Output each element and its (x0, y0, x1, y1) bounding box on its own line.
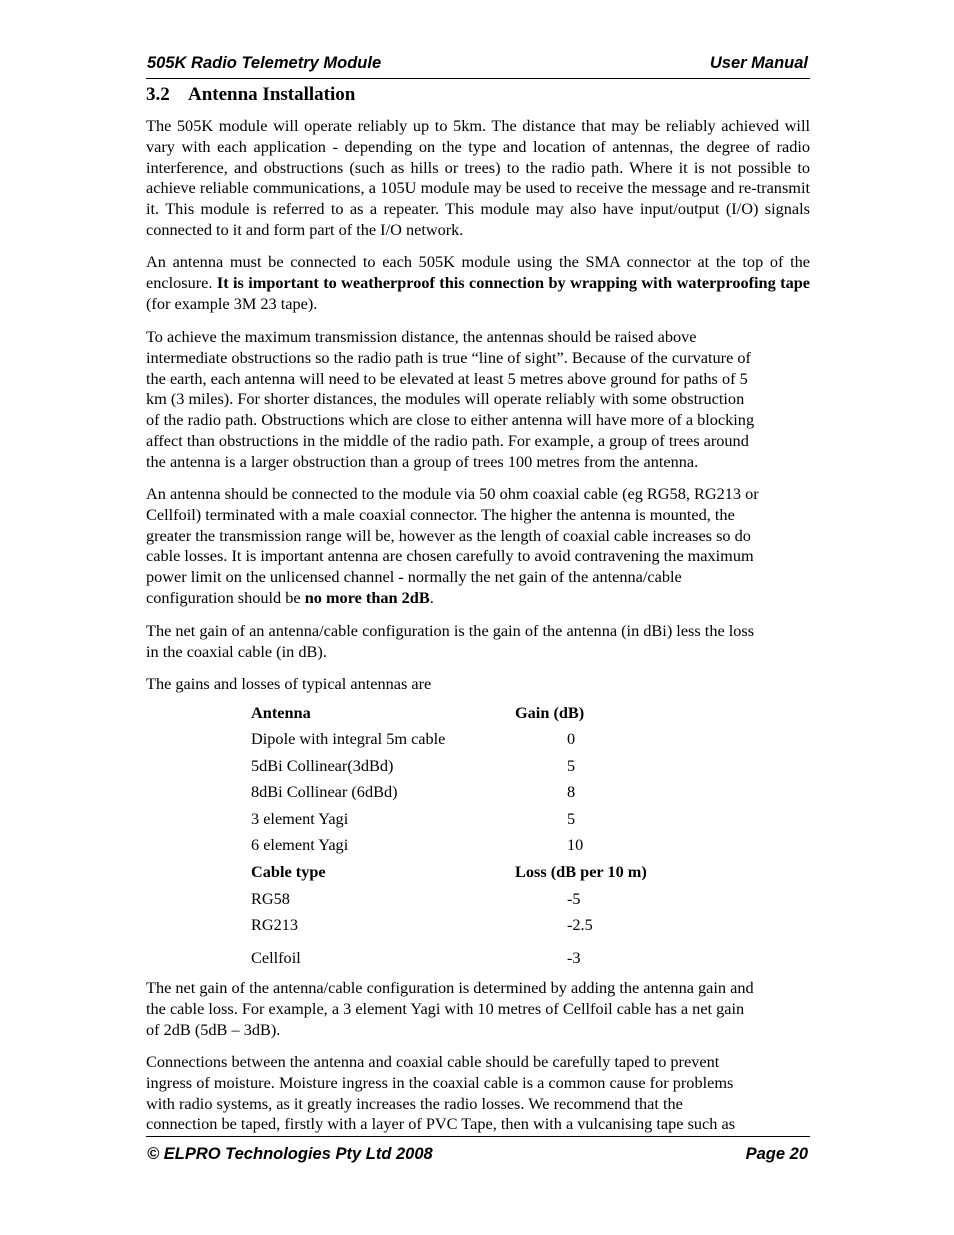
table-cell-value: 8 (567, 782, 576, 801)
text-line: Connections between the antenna and coaxial cable should be carefully taped to prevent (146, 1052, 720, 1071)
table-row (251, 809, 671, 831)
p4-tail: . (429, 587, 434, 607)
text-line: An antenna should be connected to the module via 50 ohm coaxial cable (eg RG58, RG213 or (146, 484, 759, 503)
text-line: To achieve the maximum transmission distance, the antennas should be raised above (146, 327, 697, 346)
table-cell-label: Cable type (251, 862, 326, 881)
text-line: connection be taped, firstly with a layer of PVC Tape, then with a vulcanising tape such as (146, 1114, 736, 1134)
table-cell-label: 3 element Yagi (251, 809, 349, 828)
text-line: ingress of moisture. Moisture ingress in the coaxial cable is a common cause for problems (146, 1072, 734, 1092)
text-line: power limit on the unlicensed channel - normally the net gain of the antenna/cable (146, 567, 682, 587)
text-line: greater the transmission range will be, however as the length of coaxial cable increases so do (146, 525, 751, 545)
text-line: The net gain of an antenna/cable configuration is the gain of the antenna (in dBi) less the loss (146, 621, 755, 640)
text-line: of 2dB (5dB – 3dB). (146, 1019, 281, 1039)
table-cell-value: Loss (dB per 10 m) (515, 862, 647, 881)
table-cell-value: 5 (567, 756, 576, 775)
footer-page-number: Page 20 (745, 1145, 808, 1163)
p2-text: An antenna must be connected to each 505K module using the SMA connector at the top of the enclosure. (146, 252, 810, 292)
section-number: 3.2 (146, 84, 170, 105)
table-header-row (251, 862, 671, 884)
table-cell-value: 0 (567, 729, 576, 748)
text-line: km (3 miles). For shorter distances, the modules will operate reliably with some obstruction (146, 389, 745, 409)
text-line: Cellfoil) terminated with a male coaxial connector. The higher the antenna is mounted, the (146, 504, 735, 524)
table-cell-label: RG213 (251, 915, 299, 934)
table-row (251, 729, 671, 751)
paragraph-line-of-sight (146, 327, 810, 473)
text-line: cable losses. It is important antenna are chosen carefully to avoid contravening the maximum (146, 546, 754, 566)
table-row (251, 948, 671, 970)
table-row (251, 889, 671, 911)
paragraph-antenna-connection (146, 252, 810, 314)
table-cell-label: 8dBi Collinear (6dBd) (251, 782, 398, 801)
text-line: the cable loss. For example, a 3 element Yagi with 10 metres of Cellfoil cable has a net gain (146, 998, 745, 1018)
footer-copyright: © ELPRO Technologies Pty Ltd 2008 (147, 1145, 433, 1163)
page-footer (146, 1136, 810, 1167)
text-line: intermediate obstructions so the radio path is true “line of sight”. Because of the curvature of (146, 347, 751, 367)
table-row (251, 756, 671, 778)
table-cell-label: Cellfoil (251, 948, 301, 967)
table-row (251, 782, 671, 804)
table-row (251, 915, 671, 937)
table-row (251, 835, 671, 857)
text-line: affect than obstructions in the middle of the radio path. For example, a group of trees around (146, 430, 749, 450)
text-line (146, 588, 810, 609)
table-cell-label: Antenna (251, 703, 311, 722)
section-heading (146, 84, 355, 106)
p2-bold-warning: It is important to weatherproof this connection by wrapping with waterproofing tape (216, 272, 810, 292)
paragraph-net-gain (146, 621, 810, 663)
table-cell-label: Dipole with integral 5m cable (251, 729, 446, 748)
table-cell-value: 10 (567, 835, 584, 854)
section-title: Antenna Installation (188, 84, 356, 105)
text-line: the antenna is a larger obstruction than a group of trees 100 metres from the antenna. (146, 451, 699, 471)
table-cell-label: 6 element Yagi (251, 835, 349, 854)
paragraph-taping (146, 1052, 810, 1135)
paragraph-range: The 505K module will operate reliably up to 5km. The distance that may be reliably achieved will vary with each application - depending on the type and location of antennas, the degree of radio interference, and obstructions (such as hills or trees) to the radio path. Where it is not possible to achieve reliable communications, a 105U module may be used to receive the message and re-transmit it. This module is referred to as a repeater. This module may also have input/output (I/O) signals connected to it and form part of the I/O network. (146, 116, 810, 239)
header-title: 505K Radio Telemetry Module (147, 54, 382, 72)
p4-text: configuration should be (146, 587, 305, 607)
text-line: of the radio path. Obstructions which are close to either antenna will have more of a blocking (146, 410, 755, 430)
table-cell-label: RG58 (251, 889, 290, 908)
table-cell-value: 5 (567, 809, 576, 828)
table-header-row (251, 703, 671, 725)
text-line: in the coaxial cable (in dB). (146, 641, 327, 661)
table-cell-value: -3 (567, 948, 581, 967)
p2-tail: (for example 3M 23 tape). (146, 293, 318, 313)
p4-bold-limit: no more than 2dB (304, 587, 430, 607)
text-line: the earth, each antenna will need to be elevated at least 5 metres above ground for paths of 5 (146, 368, 748, 388)
page-header (146, 52, 810, 79)
text-line: with radio systems, as it greatly increases the radio losses. We recommend that the (146, 1093, 683, 1113)
paragraph-table-intro: The gains and losses of typical antennas are (146, 674, 432, 693)
table-cell-label: 5dBi Collinear(3dBd) (251, 756, 394, 775)
header-manual-label: User Manual (709, 54, 808, 72)
table-cell-value: -5 (567, 889, 581, 908)
table-cell-value: -2.5 (567, 915, 593, 934)
paragraph-coaxial-cable (146, 484, 810, 609)
table-cell-value: Gain (dB) (515, 703, 585, 722)
paragraph-net-gain-example (146, 978, 810, 1040)
text-line: The net gain of the antenna/cable configuration is determined by adding the antenna gain and (146, 978, 754, 997)
